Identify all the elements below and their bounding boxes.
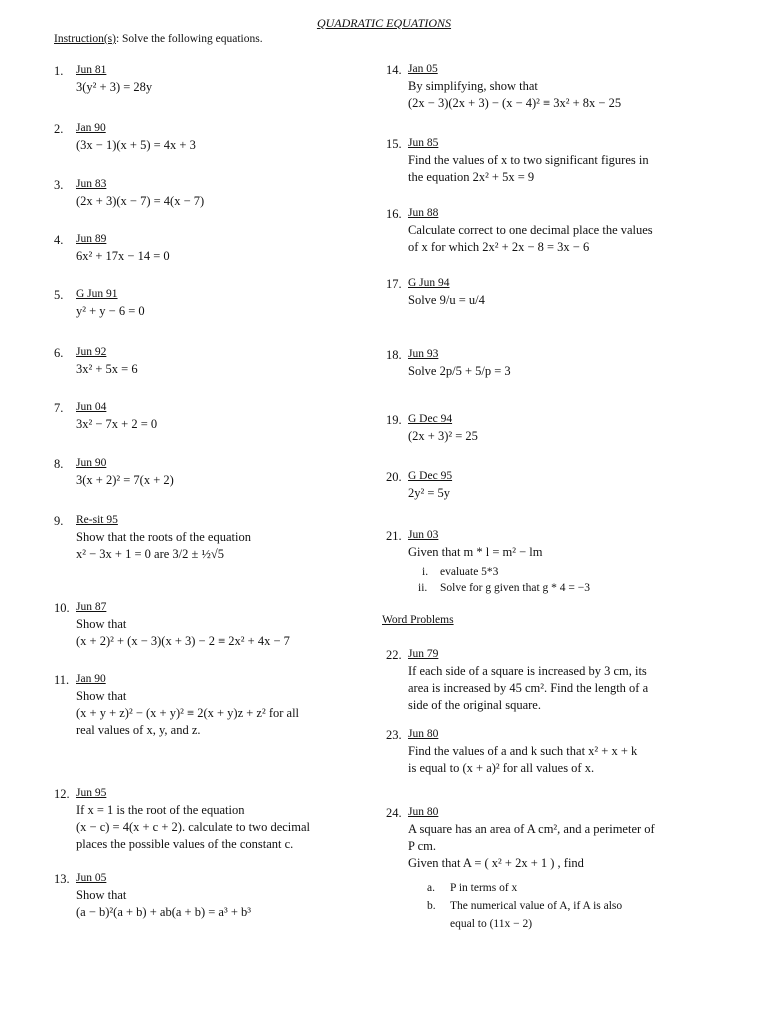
question-number: 14. (386, 63, 402, 77)
question-source: Jun 88 (408, 207, 439, 219)
question-source: Jun 03 (408, 529, 439, 541)
question-line: If each side of a square is increased by 3 cm, its (408, 664, 647, 678)
q21-sub-ii-mark: ii. (418, 582, 428, 594)
question-line: (a − b)²(a + b) + ab(a + b) = a³ + b³ (76, 905, 252, 919)
q24-sub-b-text2: equal to (11x − 2) (450, 918, 533, 930)
question-line: Show that (76, 617, 127, 631)
question-number: 11. (54, 673, 70, 687)
question-line: (x + y + z)² − (x + y)² ≡ 2(x + y)z + z² for all (76, 706, 300, 720)
question-line: 2y² = 5y (408, 486, 451, 500)
page-title: QUADRATIC EQUATIONS (316, 16, 452, 30)
question-line: (x + 2)² + (x − 3)(x + 3) − 2 ≡ 2x² + 4x − 7 (76, 634, 290, 648)
question-line: 3x² + 5x = 6 (76, 362, 138, 376)
question-source: Jan 90 (76, 122, 106, 134)
question-line: (2x + 3)(x − 7) = 4(x − 7) (76, 194, 205, 208)
word-problems-heading: Word Problems (382, 614, 454, 626)
question-source: Jun 90 (76, 457, 107, 469)
question-source: Jun 81 (76, 64, 107, 76)
question-number: 15. (386, 137, 402, 151)
question-number: 19. (386, 413, 402, 427)
question-source: Jun 79 (408, 648, 439, 660)
question-source: G Dec 95 (408, 470, 453, 482)
question-source: G Dec 94 (408, 413, 453, 425)
question-line: (2x − 3)(2x + 3) − (x − 4)² ≡ 3x² + 8x − 25 (408, 96, 622, 110)
question-line: 6x² + 17x − 14 = 0 (76, 249, 170, 263)
question-source: Jun 95 (76, 787, 107, 799)
question-number: 7. (54, 401, 64, 415)
question-line: (3x − 1)(x + 5) = 4x + 3 (76, 138, 196, 152)
question-number: 8. (54, 457, 64, 471)
question-number: 2. (54, 122, 64, 136)
question-line: places the possible values of the constant c. (76, 837, 294, 851)
question-line: P cm. (408, 839, 437, 853)
instructions (54, 33, 263, 45)
q21-sub-i-text: evaluate 5*3 (440, 566, 499, 578)
q24-sub-a-mark: a. (427, 882, 435, 894)
question-source: Jan 05 (408, 63, 438, 75)
question-source: Jun 83 (76, 178, 107, 190)
question-source: Jun 05 (76, 872, 107, 884)
question-line: real values of x, y, and z. (76, 723, 201, 737)
question-number: 9. (54, 514, 64, 528)
question-number: 12. (54, 787, 70, 801)
question-line: the equation 2x² + 5x = 9 (408, 170, 535, 184)
question-number: 4. (54, 233, 64, 247)
question-line: By simplifying, show that (408, 79, 538, 93)
question-source: Jun 80 (408, 728, 439, 740)
question-number: 18. (386, 348, 402, 362)
q21-sub-ii-text: Solve for g given that g * 4 = −3 (440, 582, 590, 594)
q24-sub-a-text: P in terms of x (450, 882, 518, 894)
question-line: side of the original square. (408, 698, 541, 712)
question-source: Jun 92 (76, 346, 107, 358)
question-line: (2x + 3)² = 25 (408, 429, 478, 443)
question-line: A square has an area of A cm², and a perimeter of (408, 822, 655, 836)
instruction-label: Instruction(s) (54, 33, 116, 45)
q24-sub-b-mark: b. (427, 900, 436, 912)
question-number: 23. (386, 728, 402, 742)
question-line: of x for which 2x² + 2x − 8 = 3x − 6 (408, 240, 590, 254)
question-line: Calculate correct to one decimal place the values (408, 223, 653, 237)
question-line: area is increased by 45 cm². Find the length of a (408, 681, 649, 695)
question-line: Solve 2p/5 + 5/p = 3 (408, 364, 511, 378)
question-source: Jun 89 (76, 233, 107, 245)
question-line: Show that (76, 888, 127, 902)
q21-sub-i-mark: i. (422, 566, 429, 578)
question-source: Jun 04 (76, 401, 107, 413)
question-line: Find the values of x to two significant figures in (408, 153, 649, 167)
question-number: 13. (54, 872, 70, 886)
question-line: 3(y² + 3) = 28y (76, 80, 153, 94)
question-number: 22. (386, 648, 402, 662)
question-line: Given that m * l = m² − lm (408, 545, 543, 559)
question-number: 5. (54, 288, 64, 302)
question-line: 3x² − 7x + 2 = 0 (76, 417, 158, 431)
question-number: 21. (386, 529, 402, 543)
question-source: Jun 80 (408, 806, 439, 818)
question-line: y² + y − 6 = 0 (76, 304, 145, 318)
question-number: 10. (54, 601, 70, 615)
question-line: Find the values of a and k such that x² + x + k (408, 744, 638, 758)
question-source: Jan 90 (76, 673, 106, 685)
question-number: 3. (54, 178, 64, 192)
question-number: 24. (386, 806, 402, 820)
question-line: 3(x + 2)² = 7(x + 2) (76, 473, 174, 487)
question-line: (x − c) = 4(x + c + 2). calculate to two decimal (76, 820, 311, 834)
question-number: 17. (386, 277, 402, 291)
question-source: G Jun 91 (76, 288, 118, 300)
question-line: Show that (76, 689, 127, 703)
question-line: Solve 9/u = u/4 (408, 293, 485, 307)
question-line: Given that A = ( x² + 2x + 1 ) , find (408, 856, 584, 870)
question-number: 20. (386, 470, 402, 484)
question-source: G Jun 94 (408, 277, 450, 289)
question-line: Show that the roots of the equation (76, 530, 251, 544)
q24-sub-b-text: The numerical value of A, if A is also (450, 900, 623, 912)
question-line: If x = 1 is the root of the equation (76, 803, 245, 817)
question-number: 1. (54, 64, 64, 78)
question-source: Re-sit 95 (76, 514, 118, 526)
question-source: Jun 93 (408, 348, 439, 360)
question-number: 16. (386, 207, 402, 221)
question-line: x² − 3x + 1 = 0 are 3/2 ± ½√5 (76, 547, 224, 561)
question-line: is equal to (x + a)² for all values of x. (408, 761, 595, 775)
instruction-text: : Solve the following equations. (115, 33, 263, 45)
question-source: Jun 87 (76, 601, 107, 613)
question-number: 6. (54, 346, 64, 360)
question-source: Jun 85 (408, 137, 439, 149)
